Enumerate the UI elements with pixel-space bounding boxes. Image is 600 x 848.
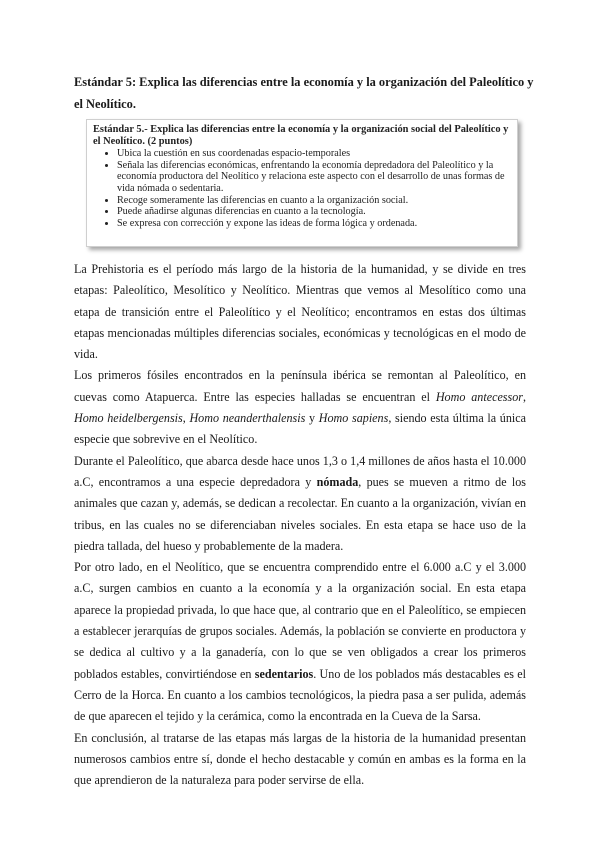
bold-term: nómada: [316, 474, 359, 489]
document-heading: Estándar 5: Explica las diferencias entre la economía y la organización del Paleolítico y el Neolítico.: [74, 75, 534, 111]
species-name: Homo heidelbergensis: [74, 411, 183, 426]
text-run: ,: [522, 389, 527, 404]
bold-term: sedentarios: [254, 666, 314, 681]
text-run: Los primeros fósiles encontrados en la península ibérica se remontan al Paleolítico, en cuevas como Atapuerca. Entre las especies halladas se encuentran el: [74, 368, 526, 404]
text-run: . Uno de los poblados más destacables es el Cerro de la Horca. En cuanto a los cambios tecnológicos, la piedra pasa a ser pulida, además de que aparecen el tejido y la cerámica, como la encontrada en la Cueva de la Sarsa.: [74, 666, 526, 724]
species-name: Homo sapiens: [318, 411, 389, 426]
paragraph-neolithic: [74, 557, 526, 727]
criteria-list: [93, 148, 511, 229]
paragraph-conclusion: En conclusión, al tratarse de las etapas más largas de la historia de la humanidad presentan numerosos cambios entre sí, donde el hecho destacable y común en ambas es la forma en la que aprendieron de la naturaleza para poder servirse de ella.: [74, 730, 526, 788]
species-name: Homo antecessor: [435, 389, 523, 404]
essay-body: [74, 259, 526, 791]
text-run: y: [305, 411, 319, 426]
standard-criteria-title: Estándar 5.- Explica las diferencias entre la economía y la organización social del Paleolítico y el Neolítico. (2 puntos): [93, 124, 509, 147]
text-run: , pues se mueven a ritmo de los animales que cazan y, además, se dedican a recolectar. En cuanto a la organización, vivían en tribus, en las cuales no se diferenciaban niveles sociales. En esta etapa se hace uso de la piedra tallada, del hueso y probablemente de la madera.: [74, 474, 526, 553]
paragraph-paleolithic: [74, 451, 526, 557]
text-run: ,: [182, 411, 190, 426]
species-name: Homo neanderthalensis: [189, 411, 306, 426]
text-run: Durante el Paleolítico, que abarca desde hace unos 1,3 o 1,4 millones de años hasta el 10.000 a.C, encontramos a una especie depredadora y: [74, 453, 526, 489]
text-run: , siendo esta última la única especie que sobrevive en el Neolítico.: [74, 411, 527, 447]
criteria-item: • Se expresa con corrección y expone las ideas de forma lógica y ordenada.: [117, 218, 511, 230]
standard-criteria-box: [86, 119, 518, 247]
text-run: Por otro lado, en el Neolítico, que se encuentra comprendido entre el 6.000 a.C y el 3.000 a.C, surgen cambios en cuanto a la economía y a la organización social. En esta etapa aparece la propiedad privada, lo que hace que, al contrario que en el Paleolítico, se empiecen a establecer jerarquías de grupos sociales. Además, la población se convierte en productora y se dedica al cultivo y a la ganadería, con lo que se ven obligados a crear los primeros poblados estables, convirtiéndose en: [74, 560, 526, 681]
paragraph-fossils: [74, 365, 526, 450]
criteria-item: • Ubica la cuestión en sus coordenadas espacio-temporales: [117, 148, 511, 160]
criteria-item: • Señala las diferencias económicas, enfrentando la economía depredadora del Paleolítico y la economía productora del Neolítico y relaciona este aspecto con el desarrollo de unas formas de vida nómada o sedentaria.: [117, 160, 511, 195]
standard-criteria-content: [87, 120, 517, 229]
paragraph-intro: La Prehistoria es el período más largo de la historia de la humanidad, y se divide en tres etapas: Paleolítico, Mesolítico y Neolítico. Mientras que vemos al Mesolítico como una etapa de transición entre el Paleolítico y el Neolítico; encontramos en estas dos últimas etapas mencionadas múltiples diferencias sociales, económicas y tecnológicas en el modo de vida.: [74, 262, 526, 362]
criteria-item: • Recoge someramente las diferencias en cuanto a la organización social.: [117, 195, 511, 207]
criteria-item: • Puede añadirse algunas diferencias en cuanto a la tecnología.: [117, 206, 511, 218]
